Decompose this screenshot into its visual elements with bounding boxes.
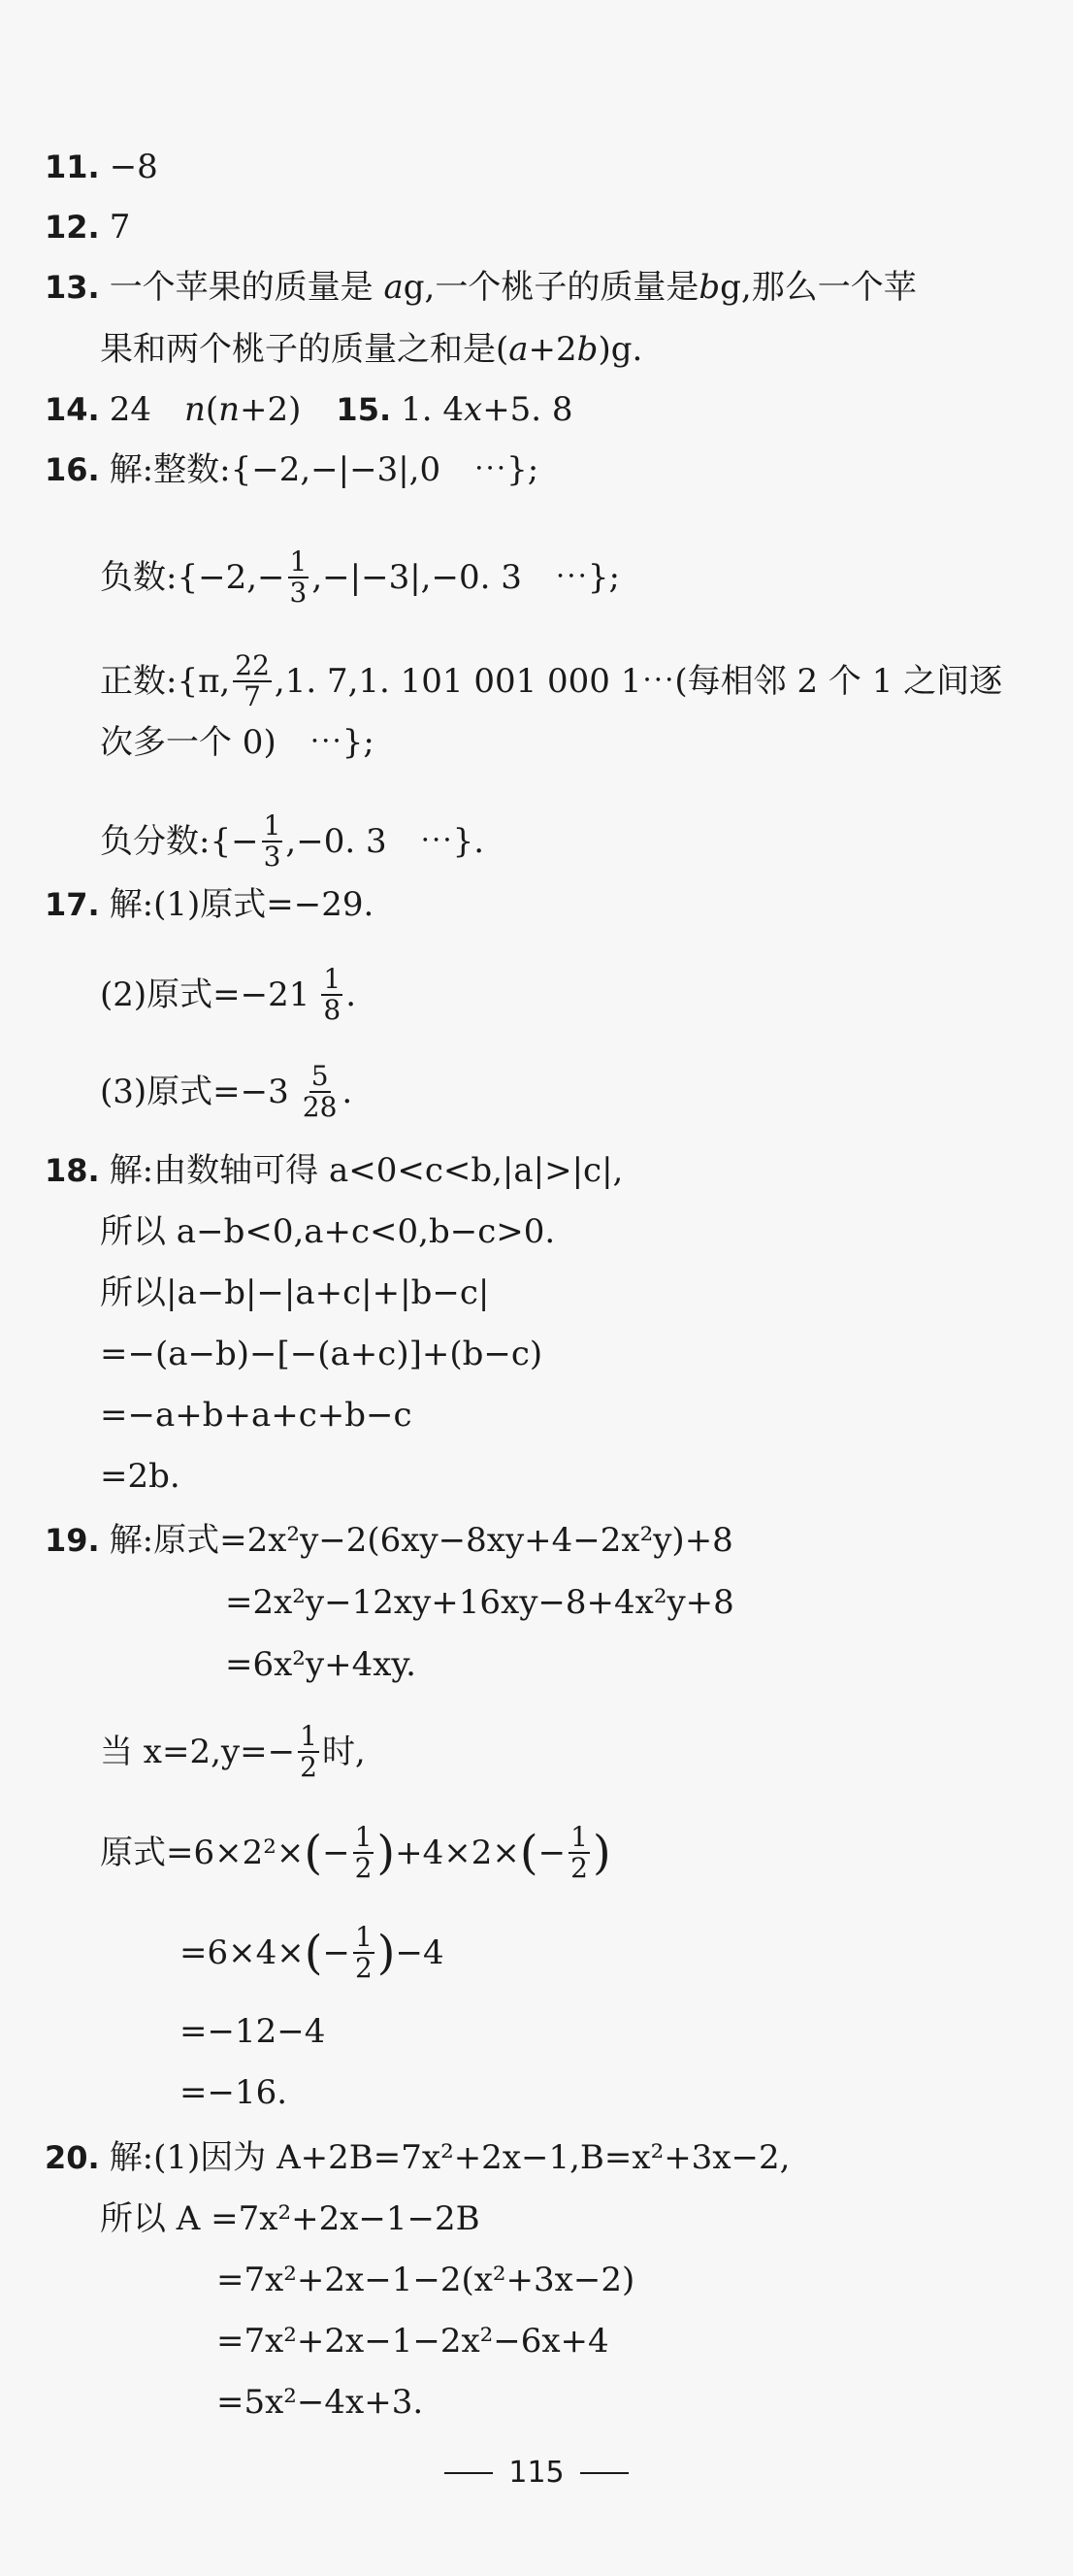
page-footer [0,2456,1073,2490]
fraction [233,651,272,711]
footer-dash [444,2472,493,2474]
q20-text: 所以 A =7x²+2x−1−2B [100,2199,480,2238]
question-number: 15 [336,391,379,428]
fraction-denominator: 7 [244,680,261,712]
q12-answer: 7 [109,208,131,247]
fraction-denominator: 2 [300,1751,317,1783]
q16-text: 负分数:{− [100,822,259,861]
fraction-numerator: 1 [354,1821,373,1853]
question-number: 18 [45,1152,88,1189]
q16-negatives [100,539,620,616]
q16-text: ,−|−3|,−0. 3 ⋯}; [311,558,620,597]
fraction [298,1722,319,1782]
q13-text: 果和两个桃子的质量之和是( [100,330,509,369]
q18-text: 所以 a−b<0,a+c<0,b−c>0. [100,1212,556,1251]
q13-text: )g. [598,330,643,369]
q16-neg-fractions [100,803,484,880]
fraction-denominator: 3 [289,577,308,609]
q15-answer: 1. 4 [401,390,464,429]
q19-text: =−16. [179,2073,288,2112]
question-number: 13 [45,269,88,306]
q17-line1: 17 . 解:(1)原式=−29. [45,885,374,924]
q20-line4 [216,2322,609,2361]
fraction [262,811,283,872]
question-number: 11 [45,149,88,185]
q11-answer: −8 [109,148,158,186]
q13-var: a [383,268,404,307]
q17-text: (2)原式=−21 [100,975,310,1014]
q18-text: =−a+b+a+c+b−c [100,1396,412,1435]
fraction [353,1823,374,1883]
fraction-denominator: 2 [354,1952,373,1984]
q13-text: +2 [528,330,577,369]
fraction [288,547,309,608]
question-number: 14 [45,391,88,428]
q16-text: 负数:{−2,− [100,558,285,597]
q13-text: g,那么一个苹 [720,268,917,307]
q20-text: =7x²+2x−1−2(x²+3x−2) [216,2261,635,2299]
q19-text: 时, [321,1733,366,1771]
q20-line1: 20 . 解:(1)因为 A+2B=7x²+2x−1,B=x²+3x−2, [45,2138,791,2177]
q20-text: =5x²−4x+3. [216,2383,424,2422]
q19-text: 原式=6×2²× [100,1833,305,1872]
q19-line3 [225,1645,416,1684]
q15-var: x [464,390,483,429]
q19-line1: 19 . 解:原式=2x²y−2(6xy−8xy+4−2x²y)+8 [45,1521,733,1560]
q16-text: 正数:{π, [100,662,231,701]
fraction-denominator: 28 [302,1091,338,1123]
q13-line2 [100,330,642,369]
q12-line: 12 . 7 [45,208,131,247]
q13-var: b [699,268,721,307]
q17-line3 [100,1053,352,1131]
fraction-denominator: 8 [323,994,341,1026]
q17-text: . [341,1073,353,1111]
q19-line4 [100,1713,366,1791]
fraction [301,1062,340,1122]
fraction-denominator: 2 [354,1852,373,1884]
q18-text: 所以|a−b|−|a+c|+|b−c| [100,1273,490,1312]
q16-text: ,−0. 3 ⋯}. [285,822,485,861]
q18-line3 [100,1273,489,1312]
q14-var: n [218,390,241,429]
q19-line7 [179,2012,325,2051]
fraction-numerator: 1 [570,1821,588,1853]
q17-text: . [345,975,357,1014]
q19-line8 [179,2073,287,2112]
q16-text: ,1. 7,1. 101 001 000 1⋯(每相邻 2 个 1 之间逐 [274,662,1003,701]
q18-line5 [100,1396,412,1435]
q19-text: =−12−4 [179,2012,326,2051]
q19-text: =2x²y−12xy+16xy−8+4x²y+8 [225,1583,734,1622]
q14-q15-line: 14 . 24 n ( n +2) 15 . 1. 4 x +5. 8 [45,390,573,429]
q19-text: +4×2× [395,1833,520,1872]
fraction [321,965,342,1025]
q19-text: 当 x=2,y=− [100,1733,296,1771]
q20-line2 [100,2199,480,2238]
fraction-denominator: 2 [570,1852,588,1884]
q13-text: g,一个桃子的质量是 [403,268,699,307]
q16-positives-cont [100,723,374,762]
fraction-numerator: 22 [235,649,270,681]
q19-line2 [225,1583,734,1622]
fraction-denominator: 3 [263,841,281,873]
q18-text: =2b. [100,1457,180,1496]
q14-text: +2) [240,390,302,429]
q18-text: 解:由数轴可得 a<0<c<b,|a|>|c|, [109,1151,624,1190]
footer-dash [580,2472,629,2474]
q15-answer: +5. 8 [482,390,573,429]
q17-line2 [100,956,356,1034]
fraction-numerator: 1 [289,545,308,578]
q16-positives [100,643,1002,720]
q13-var: b [576,330,599,369]
fraction-numerator: 1 [263,809,281,842]
q18-line1: 18 . 解:由数轴可得 a<0<c<b,|a|>|c|, [45,1151,624,1190]
q11-line: 11 . −8 [45,148,158,186]
q20-line5 [216,2383,423,2422]
q18-text: =−(a−b)−[−(a+c)]+(b−c) [100,1335,543,1373]
q19-text: =6x²y+4xy. [225,1645,416,1684]
q20-text: 解:(1)因为 A+2B=7x²+2x−1,B=x²+3x−2, [109,2138,791,2177]
fraction [569,1823,590,1883]
fraction [353,1923,374,1983]
q14-text: ( [205,390,219,429]
q13-text: 一个苹果的质量是 [109,268,374,307]
q16-line1: 16 . 解:整数:{−2,−|−3|,0 ⋯}; [45,450,539,489]
question-number: 17 [45,886,88,923]
fraction-numerator: 1 [354,1921,373,1953]
q20-text: =7x²+2x−1−2x²−6x+4 [216,2322,609,2361]
q14-answer: 24 [109,390,184,429]
q18-line6 [100,1457,180,1496]
q18-line2 [100,1212,555,1251]
question-number: 19 [45,1522,88,1559]
q17-text: 解:(1)原式=−29. [109,885,374,924]
q14-var: n [183,390,206,429]
q19-text: =6×4× [179,1933,305,1972]
fraction-numerator: 1 [323,963,341,995]
question-number: 16 [45,451,88,488]
q20-line3 [216,2261,634,2299]
q16-integers: 解:整数:{−2,−|−3|,0 ⋯}; [109,450,539,489]
question-number: 20 [45,2139,88,2176]
q19-text: −4 [395,1933,444,1972]
q13-var: a [508,330,529,369]
q16-text: 次多一个 0) ⋯}; [100,723,374,762]
page-number: 115 [508,2456,565,2490]
fraction-numerator: 1 [300,1720,317,1752]
q19-line6: =6×4× ( − $\frac{1}{2}$ ) −4 [179,1921,444,1984]
fraction-numerator: 5 [310,1060,329,1092]
question-number: 12 [45,209,88,246]
q17-text: (3)原式=−3 [100,1073,289,1111]
q19-line5: 原式=6×2²× ( − $\frac{1}{2}$ ) +4×2× ( − $\frac{1}{2}$ ) [100,1821,611,1884]
q18-line4 [100,1335,542,1373]
q19-text: 解:原式=2x²y−2(6xy−8xy+4−2x²y)+8 [109,1521,733,1560]
q13-line1: 13 . 一个苹果的质量是 a g,一个桃子的质量是 b g,那么一个苹 [45,268,917,307]
